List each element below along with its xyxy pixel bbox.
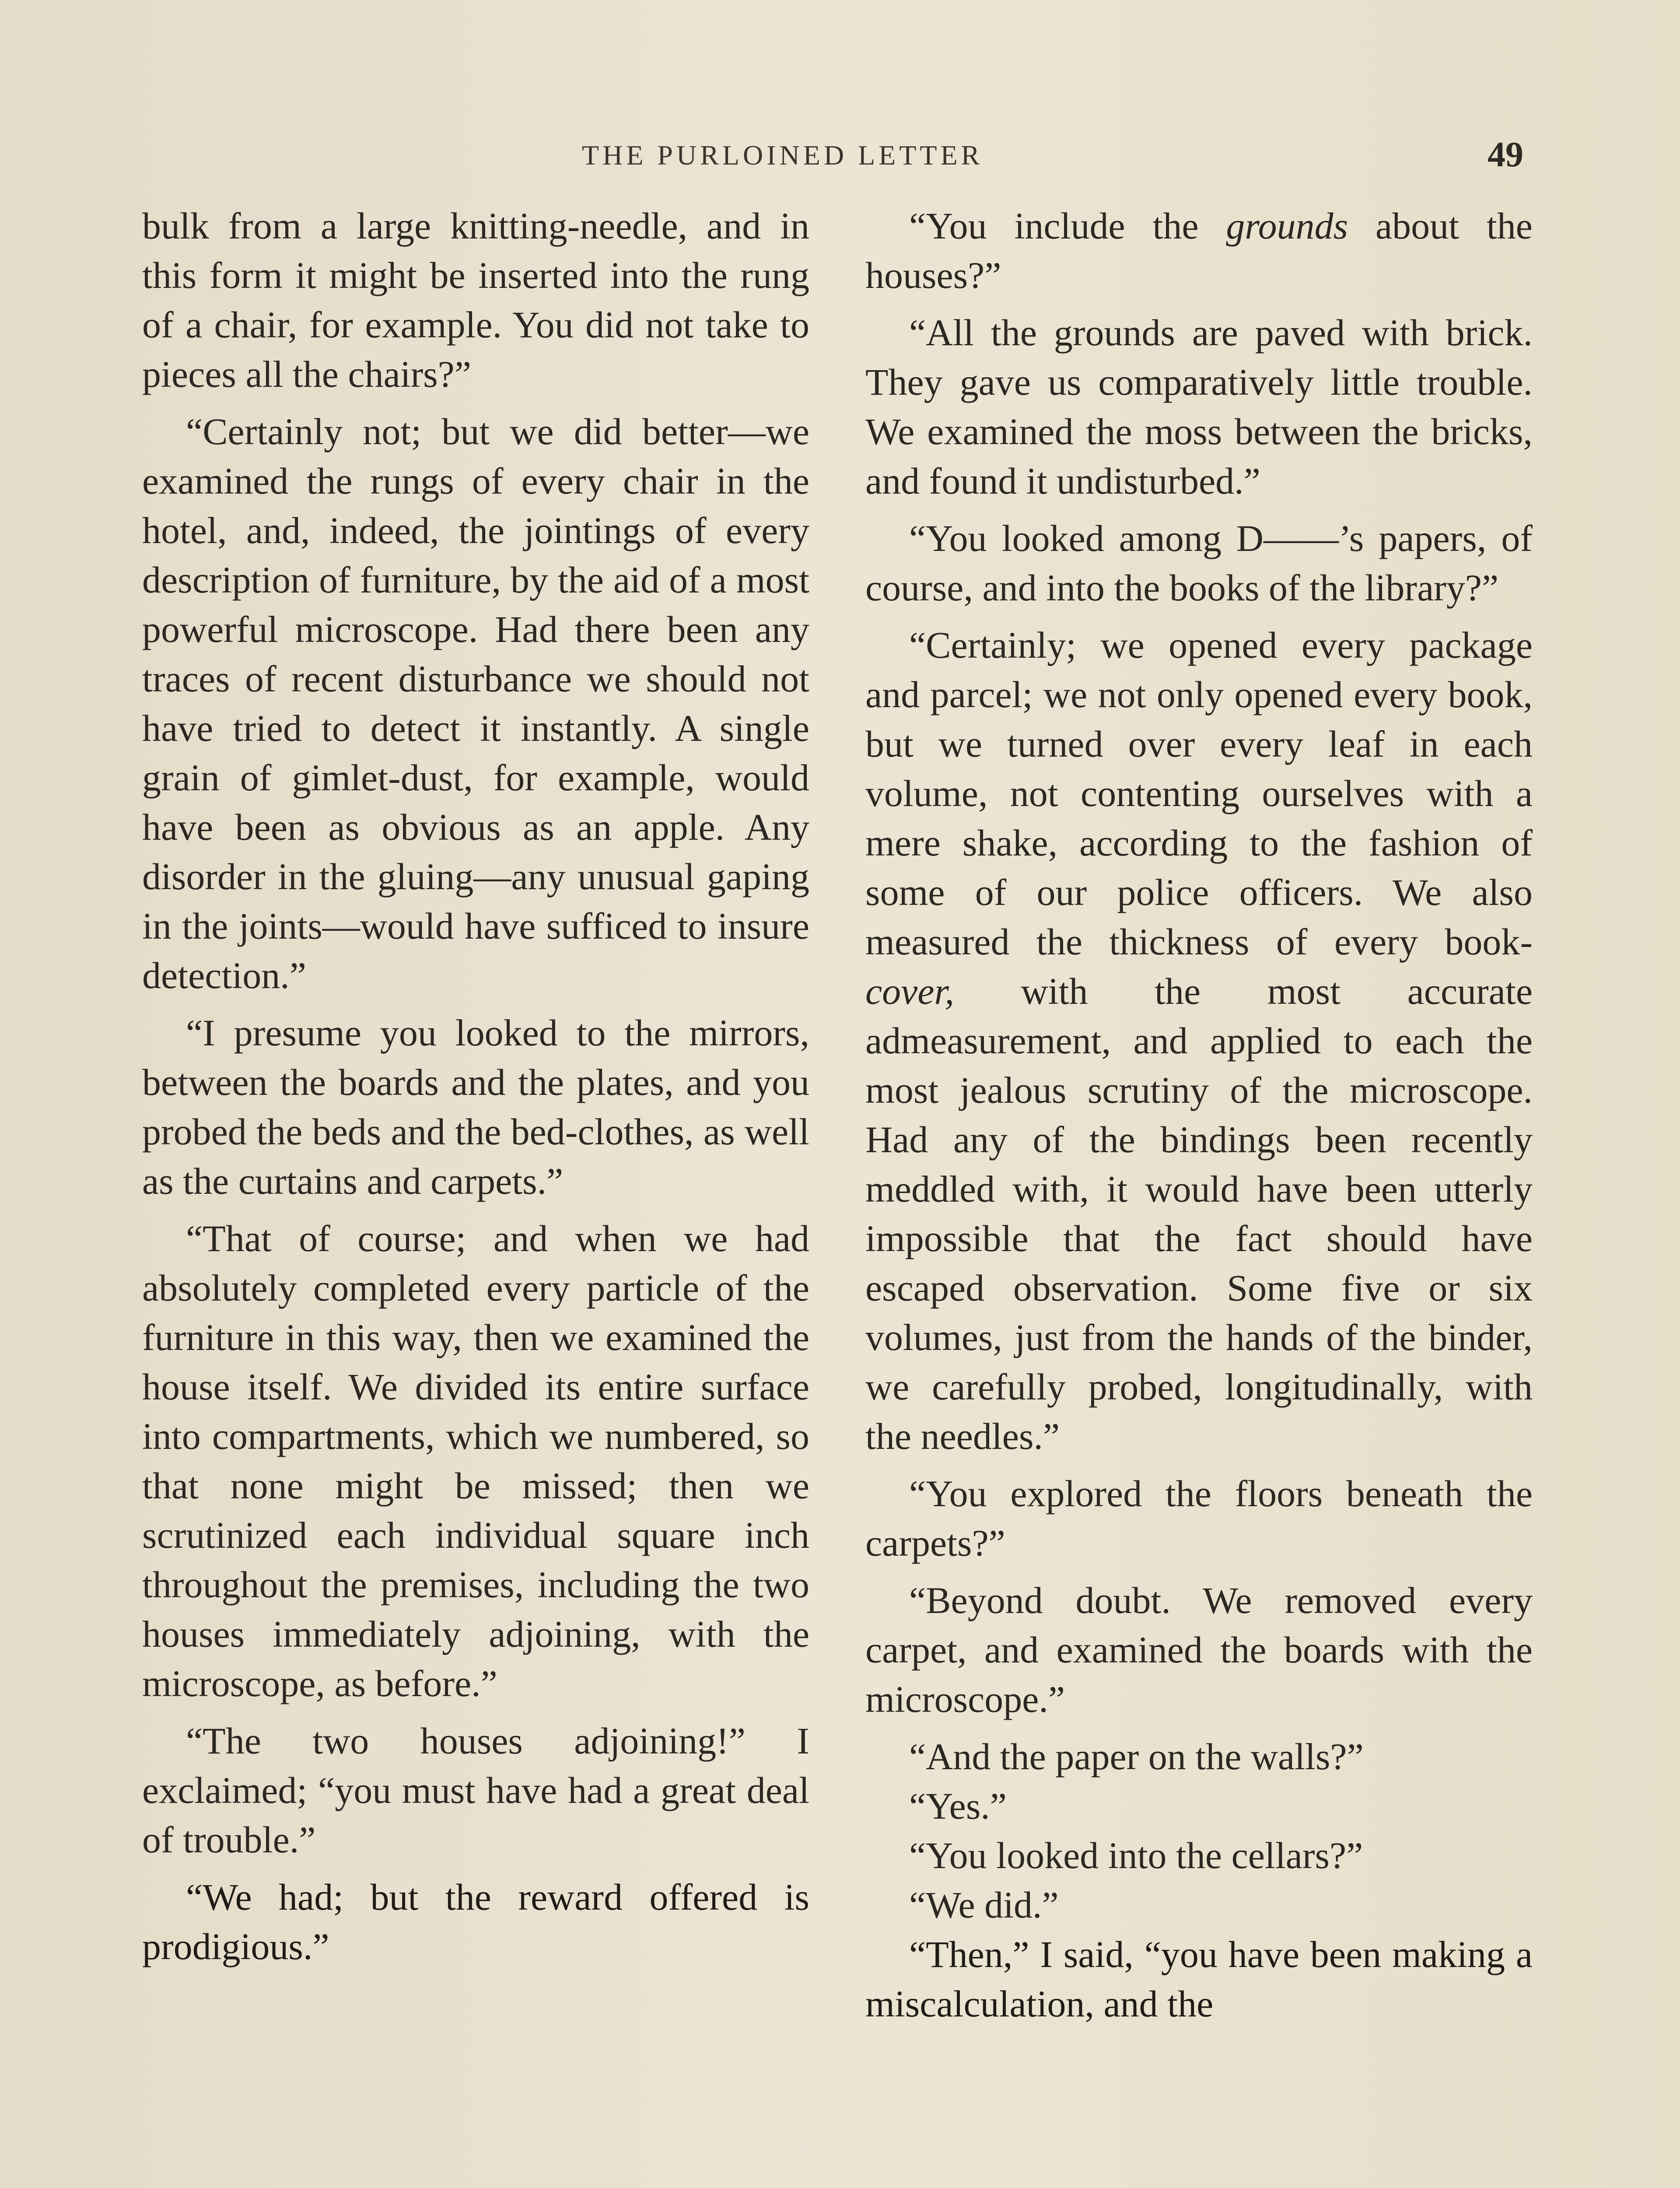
paragraph: “You looked into the cellars?” (909, 1834, 1363, 1876)
right-column (865, 201, 1533, 2037)
paragraph: bulk from a large knitting-needle, and in this form it might be inserted into the rung of a chair, for example. You did not take to pieces all the chairs?” (142, 205, 809, 395)
paragraph: “Yes.” (909, 1785, 1007, 1827)
paragraph: “Certainly not; but we did better—we examined the rungs of every chair in the hotel, and, indeed, the jointings of every description of furniture, by the aid of a most powerful microscope. Had there been any traces of recent disturbance we should not have tried to detect it instantly. A single grain of gimlet-dust, for example, would have been as obvious as an apple. Any disorder in the gluing—any unusual gaping in the joints—would have sufficed to insure detection.” (142, 410, 809, 996)
running-head: THE PURLOINED LETTER (582, 140, 984, 171)
paragraph: “We did.” (909, 1884, 1059, 1926)
paragraph (865, 201, 1533, 300)
paragraph: “Then,” I said, “you have been making a miscalculation, and the (865, 1933, 1533, 2025)
paragraph: “The two houses adjoining!” I exclaimed; “you must have had a great deal of trouble.” (142, 1720, 809, 1861)
emphasis: grounds (1226, 205, 1348, 247)
paragraph: “And the paper on the walls?” (909, 1736, 1364, 1778)
paragraph: “That of course; and when we had absolutely completed every particle of the furniture in this way, then we examined the house itself. We divided its entire surface into compartments, which we numbered, so that none might be missed; then we scrutinized each individual square inch throughout the premises, including the two houses immediately adjoining, with the microscope, as before.” (142, 1217, 809, 1704)
paragraph-text: “You include the (909, 205, 1226, 247)
page-number: 49 (1488, 134, 1523, 174)
paragraph (865, 621, 1533, 1461)
paragraph: “You looked among D——’s papers, of course, and into the books of the library?” (865, 517, 1533, 609)
paragraph: “I presume you looked to the mirrors, between the boards and the plates, and you probed the beds and the bed-clothes, as well as the curtains and carpets.” (142, 1012, 809, 1202)
left-column (142, 201, 809, 1979)
paragraph: “You explored the floors beneath the carpets?” (865, 1473, 1533, 1564)
emphasis: cover, (865, 970, 954, 1012)
paragraph: “We had; but the reward offered is prodigious.” (142, 1876, 809, 1967)
paragraph: “Beyond doubt. We removed every carpet, and examined the boards with the microscope.” (865, 1579, 1533, 1720)
paragraph-text: “Certainly; we opened every package and parcel; we not only opened every book, but we turned over every leaf in each volume, not contenting ourselves with a mere shake, according to the fashion of some of our police officers. We also measured the thickness of every book- (865, 624, 1533, 963)
paragraph-text: about the houses?” (865, 205, 1533, 296)
paragraph: “All the grounds are paved with brick. They gave us comparatively little trouble. We examined the moss between the bricks, and found it undisturbed.” (865, 312, 1533, 502)
paragraph-text: with the most accurate admeasurement, and applied to each the most jealous scrutiny of the microscope. Had any of the bindings been recently meddled with, it would have been utterly impossible that the fact should have escaped observation. Some five or six volumes, just from the hands of the binder, we carefully probed, longitudinally, with the needles.” (865, 970, 1533, 1457)
